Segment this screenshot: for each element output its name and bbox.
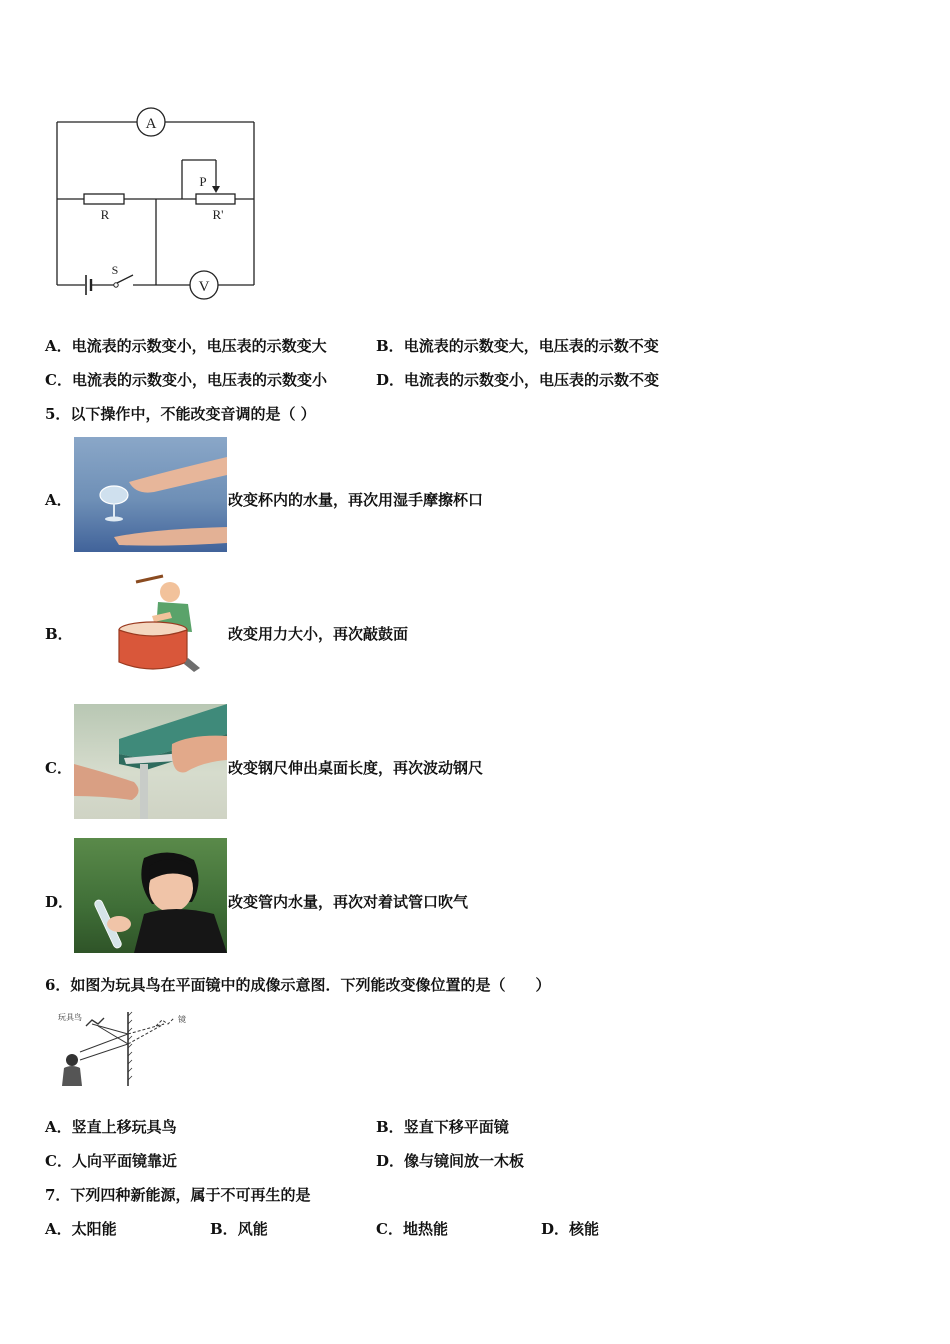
q7-option-c: C．地热能: [376, 1220, 448, 1238]
mirror-label: 镜: [178, 1015, 186, 1024]
q4-option-d: D．电流表的示数变小，电压表的示数不变: [376, 371, 660, 389]
mirror-diagram: [40, 1008, 200, 1090]
q4-option-a: A．电流表的示数变小，电压表的示数变大: [45, 337, 327, 355]
q5-option-d-text: 改变管内水量，再次对着试管口吹气: [228, 893, 469, 911]
q7-stem: 7．下列四种新能源，属于不可再生的是: [45, 1186, 311, 1204]
q7-option-d: D．核能: [541, 1220, 600, 1238]
q5-option-c-letter: C．: [45, 759, 72, 777]
q5-option-b-text: 改变用力大小，再次敲鼓面: [228, 625, 409, 643]
q4-option-c: C．电流表的示数变小，电压表的示数变小: [45, 371, 327, 389]
q5-stem: 5．以下操作中，不能改变音调的是（ ）: [45, 405, 316, 423]
q5-option-a-letter: A．: [45, 491, 72, 509]
q5-option-a-text: 改变杯内的水量，再次用湿手摩擦杯口: [228, 491, 484, 509]
q5-option-d-letter: D．: [45, 893, 74, 911]
voltmeter-label: V: [198, 279, 210, 295]
q6-option-b: B．竖直下移平面镜: [376, 1118, 509, 1136]
circuit-diagram: [40, 100, 280, 310]
q5-option-c-text: 改变钢尺伸出桌面长度，再次波动钢尺: [228, 759, 484, 777]
q5-option-b-letter: B．: [45, 625, 73, 643]
q6-option-a: A．竖直上移玩具鸟: [45, 1118, 177, 1136]
q6-option-d: D．像与镜间放一木板: [376, 1152, 525, 1170]
q7-option-a: A．太阳能: [45, 1220, 117, 1238]
wineglass-photo: [74, 437, 227, 552]
bird-label: 玩具鸟: [58, 1013, 82, 1022]
drum-cartoon: [108, 572, 202, 680]
q4-option-b: B．电流表的示数变大，电压表的示数不变: [376, 337, 659, 355]
q7-option-b: B．风能: [210, 1220, 268, 1238]
test-tube-photo: [74, 838, 227, 953]
rheostat-label: R': [212, 207, 224, 222]
q6-stem: 6．如图为玩具鸟在平面镜中的成像示意图．下列能改变像位置的是（ ）: [45, 976, 551, 994]
switch-label: S: [111, 263, 119, 277]
resistor-label: R: [100, 207, 110, 222]
ammeter-label: A: [145, 116, 157, 132]
slider-label: P: [199, 174, 207, 189]
ruler-photo: [74, 704, 227, 819]
q6-option-c: C．人向平面镜靠近: [45, 1152, 177, 1170]
